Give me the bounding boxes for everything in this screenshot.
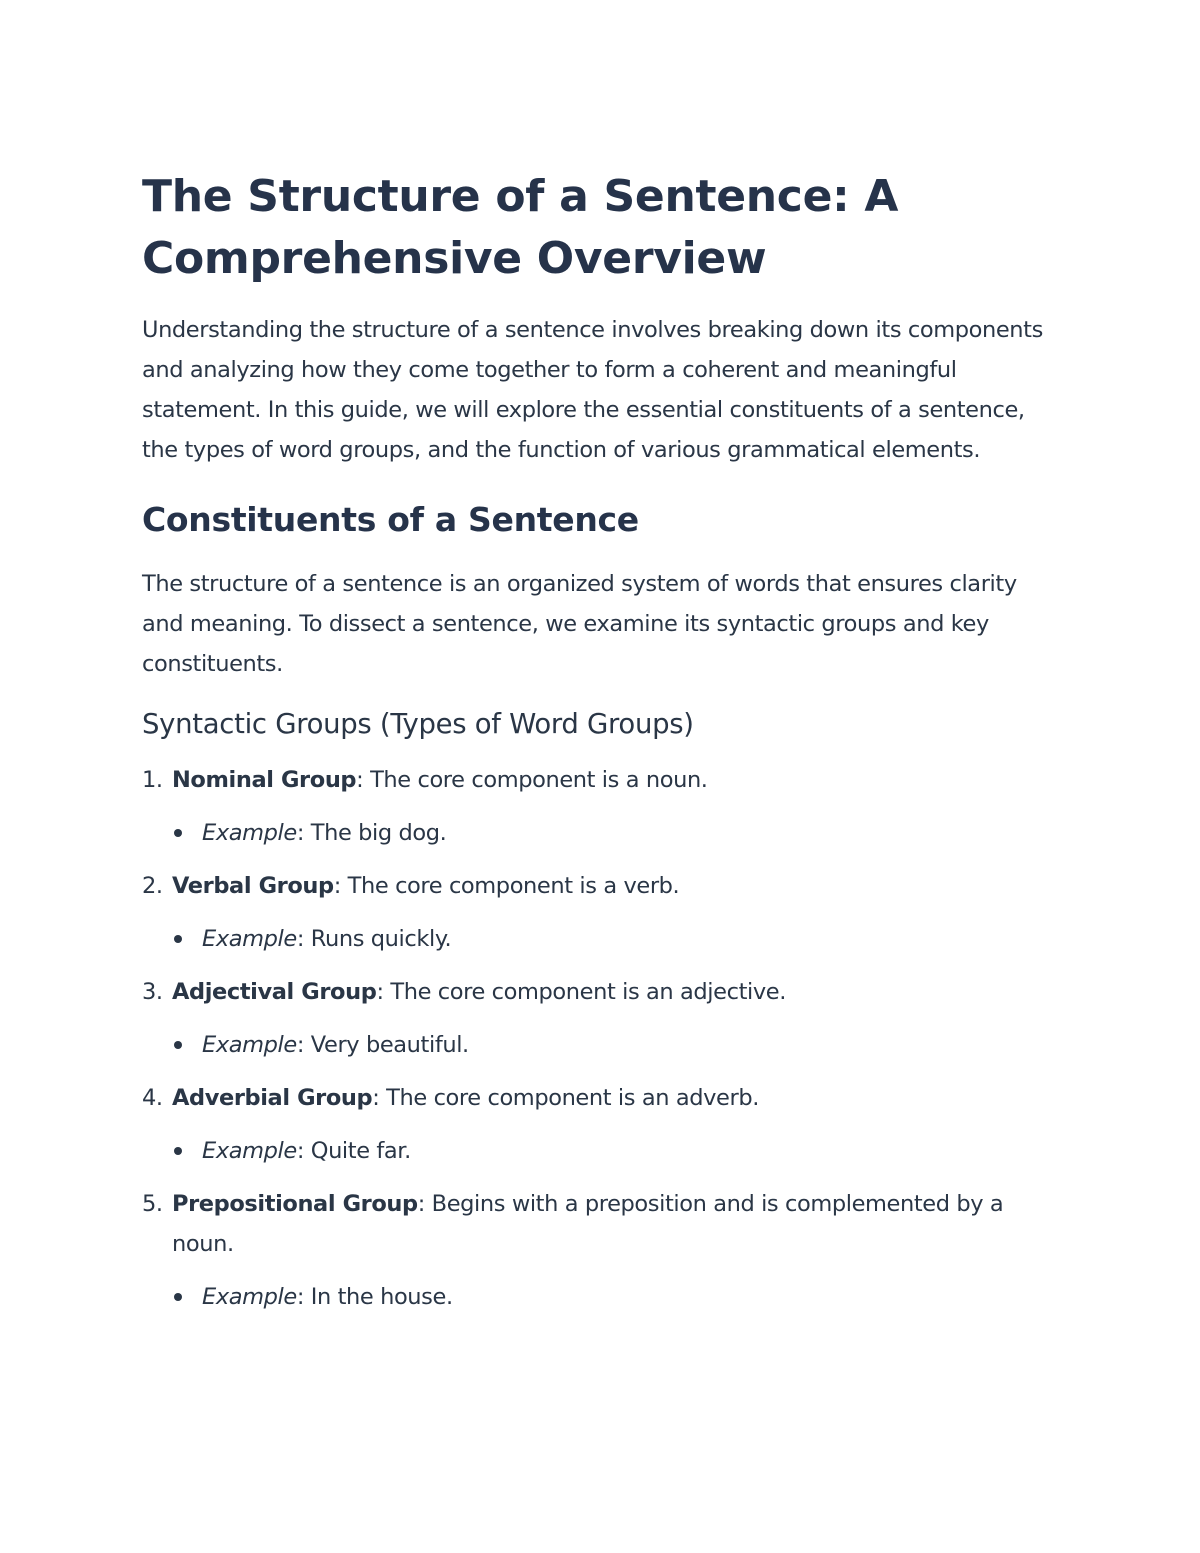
example-text: : Runs quickly. [296,926,452,952]
example-list [172,1277,1052,1317]
example-list [172,813,1052,853]
list-item [142,972,1052,1065]
example-item [172,1025,1052,1065]
example-label: Example [202,1032,297,1058]
example-item [172,919,1052,959]
bullet-icon [174,1041,182,1049]
bullet-icon [174,935,182,943]
section-heading: Constituents of a Sentence [142,500,639,539]
example-item [172,1131,1052,1171]
example-text: : Quite far. [296,1138,411,1164]
group-description: : The core component is an adverb. [372,1085,759,1111]
bullet-icon [174,829,182,837]
group-term: Prepositional Group [172,1191,418,1217]
group-term: Verbal Group [172,873,334,899]
example-text: : Very beautiful. [296,1032,469,1058]
example-label: Example [202,926,297,952]
example-item [172,813,1052,853]
group-description: : Begins with a preposition and is complemented by a noun. [172,1191,1004,1257]
example-label: Example [202,1284,297,1310]
example-label: Example [202,1138,297,1164]
document-page [142,166,1052,1330]
list-item [142,1184,1052,1317]
list-number: 4. [142,1085,163,1111]
group-description: : The core component is a noun. [356,767,708,793]
list-number: 2. [142,873,163,899]
example-list [172,1131,1052,1171]
example-list [172,919,1052,959]
list-number: 1. [142,767,163,793]
group-term: Adverbial Group [172,1085,373,1111]
section-paragraph: The structure of a sentence is an organized system of words that ensures clarity and meaning. To dissect a sentence, we examine its syntactic groups and key constituents. [142,571,1017,677]
example-text: : The big dog. [296,820,447,846]
group-description: : The core component is an adjective. [376,979,786,1005]
list-item [142,760,1052,853]
page-title: The Structure of a Sentence: A Comprehensive Overview [142,171,899,284]
example-item [172,1277,1052,1317]
example-text: : In the house. [296,1284,453,1310]
example-list [172,1025,1052,1065]
syntactic-groups-list [142,760,1052,1317]
list-number: 3. [142,979,163,1005]
group-term: Nominal Group [172,767,357,793]
group-term: Adjectival Group [172,979,377,1005]
intro-paragraph: Understanding the structure of a sentence involves breaking down its components and analyzing how they come together to form a coherent and meaningful statement. In this guide, we will explore the essential constituents of a sentence, the types of word groups, and the function of various grammatical elements. [142,317,1043,463]
list-number: 5. [142,1191,163,1217]
example-label: Example [202,820,297,846]
list-item [142,1078,1052,1171]
subsection-heading: Syntactic Groups (Types of Word Groups) [142,708,694,740]
group-description: : The core component is a verb. [333,873,680,899]
list-item [142,866,1052,959]
bullet-icon [174,1147,182,1155]
bullet-icon [174,1293,182,1301]
